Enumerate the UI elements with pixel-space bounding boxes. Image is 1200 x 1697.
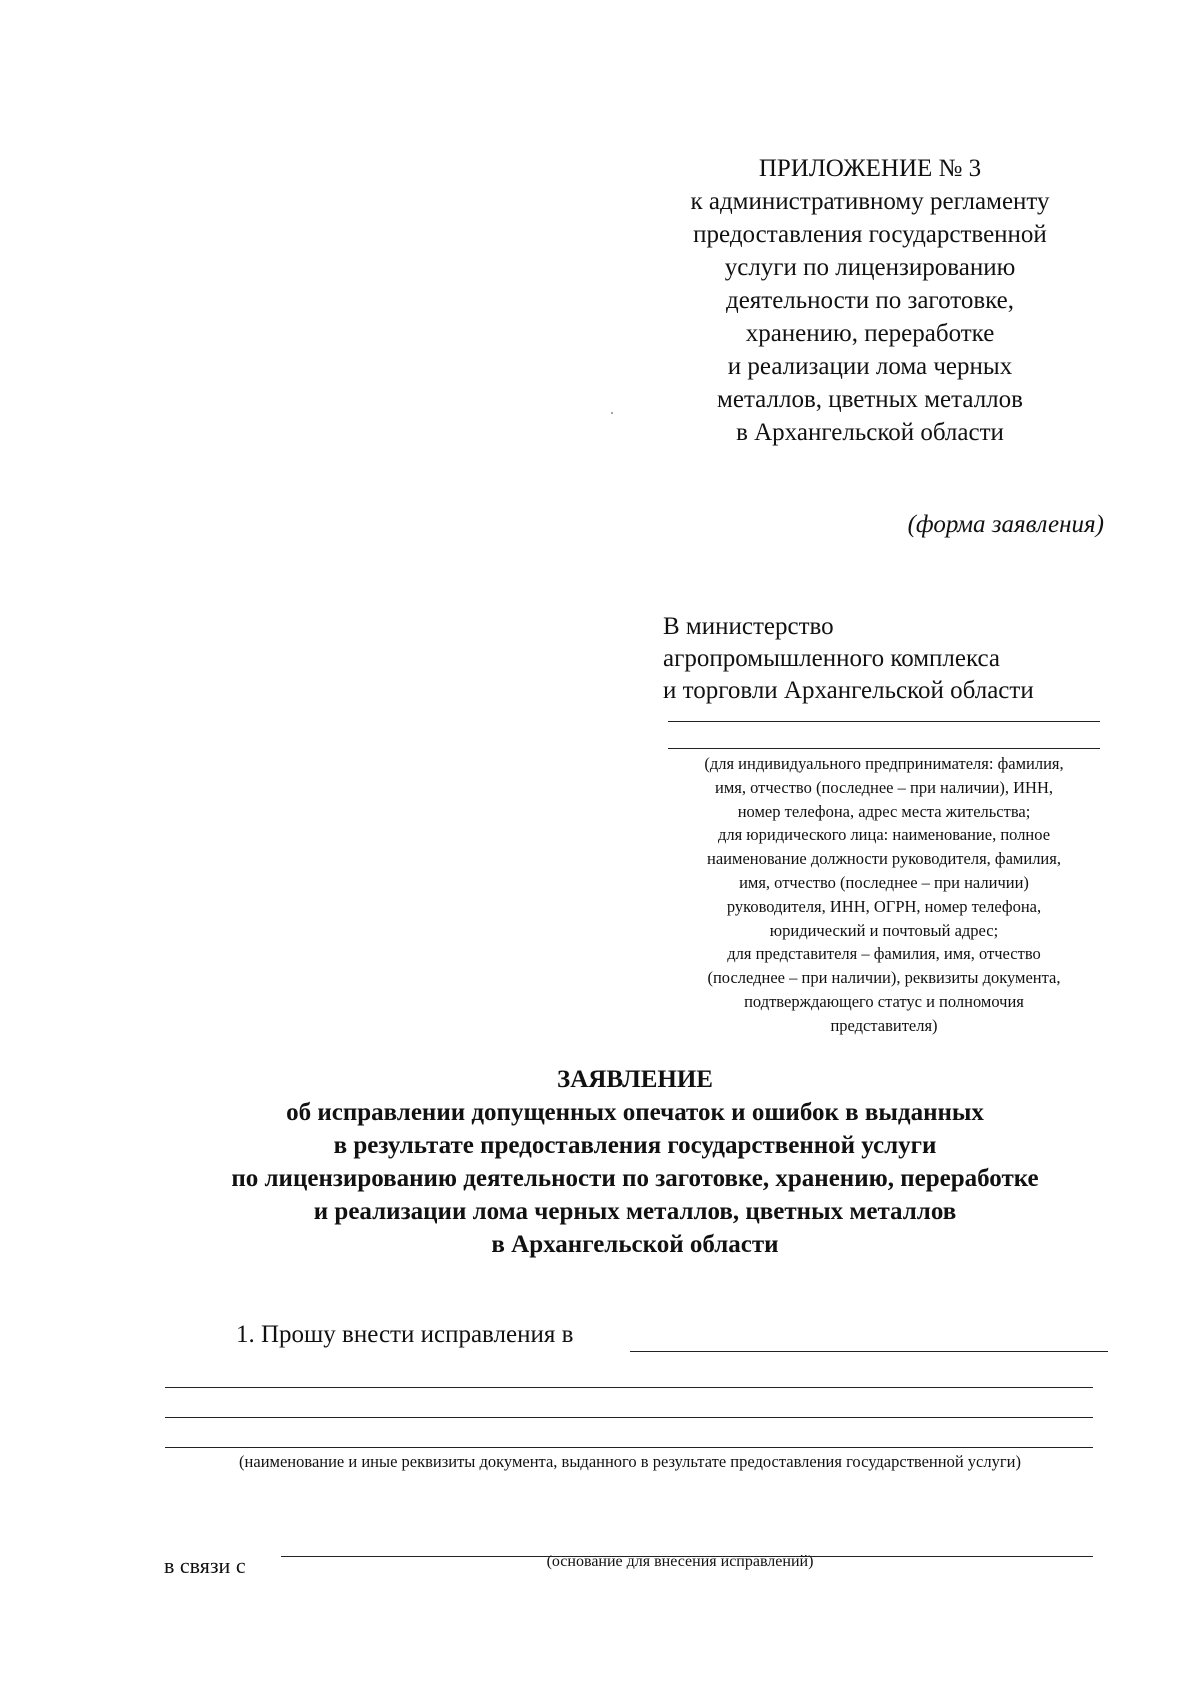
scan-speck: [611, 412, 613, 414]
statement-subject-line: об исправлении допущенных опечаток и ошибок в выданных: [286, 1099, 984, 1126]
appendix-line: металлов, цветных металлов: [717, 386, 1023, 413]
statement-subject-line: в Архангельской области: [491, 1231, 779, 1258]
appendix-title: ПРИЛОЖЕНИЕ № 3: [758, 155, 982, 182]
statement-heading: ЗАЯВЛЕНИЕ: [557, 1066, 713, 1093]
appendix-line: к административному регламенту: [690, 188, 1050, 215]
hint-line: (последнее – при наличии), реквизиты документа,: [707, 968, 1061, 988]
document-details-blank[interactable]: [165, 1447, 1093, 1448]
appendix-line: деятельности по заготовке,: [725, 287, 1015, 314]
hint-line: (для индивидуального предпринимателя: фамилия,: [704, 754, 1064, 773]
statement-subject-line: в результате предоставления государственной услуги: [333, 1132, 937, 1159]
request-label: 1. Прошу внести исправления в: [236, 1321, 574, 1348]
addressee-line: В министерство: [663, 613, 834, 640]
addressee-line: и торговли Архангельской области: [663, 677, 1034, 704]
appendix-line: предоставления государственной: [693, 221, 1047, 248]
appendix-line: в Архангельской области: [736, 419, 1004, 446]
hint-line: подтверждающего статус и полномочия: [744, 991, 1024, 1011]
document-details-blank[interactable]: [165, 1417, 1093, 1418]
appendix-line: и реализации лома черных: [727, 353, 1013, 380]
hint-line: номер телефона, адрес места жительства;: [737, 801, 1031, 821]
hint-line: для представителя – фамилия, имя, отчество: [727, 944, 1041, 964]
appendix-header: [640, 152, 1100, 449]
form-note: (форма заявления): [907, 511, 1104, 538]
reason-label: в связи с: [164, 1553, 246, 1578]
hint-line: для юридического лица: наименование, полное: [717, 825, 1051, 845]
hint-line: имя, отчество (последнее – при наличии): [739, 872, 1029, 892]
hint-line: юридический и почтовый адрес;: [769, 920, 999, 940]
applicant-blank-line[interactable]: [668, 748, 1100, 749]
statement-subject-line: по лицензированию деятельности по заготовке, хранению, переработке: [231, 1165, 1039, 1192]
document-hint: (наименование и иные реквизиты документа, выданного в результате предоставления государственной услуги): [239, 1452, 1021, 1471]
addressee-line: агропромышленного комплекса: [663, 645, 1001, 672]
document-details-blank[interactable]: [165, 1387, 1093, 1388]
document-name-blank[interactable]: [630, 1351, 1108, 1352]
hint-line: руководителя, ИНН, ОГРН, номер телефона,: [726, 896, 1042, 916]
hint-line: представителя): [830, 1015, 938, 1035]
appendix-line: хранению, переработке: [745, 320, 995, 347]
appendix-line: услуги по лицензированию: [724, 254, 1016, 281]
reason-hint: (основание для внесения исправлений): [546, 1553, 814, 1570]
applicant-blank-line[interactable]: [668, 721, 1100, 722]
applicant-hint: [664, 752, 1104, 1038]
hint-line: наименование должности руководителя, фамилия,: [707, 849, 1061, 869]
statement-title: [100, 1063, 1170, 1261]
addressee-block: [663, 611, 1113, 707]
hint-line: имя, отчество (последнее – при наличии), ИНН,: [715, 777, 1053, 797]
statement-subject-line: и реализации лома черных металлов, цветных металлов: [313, 1198, 957, 1225]
